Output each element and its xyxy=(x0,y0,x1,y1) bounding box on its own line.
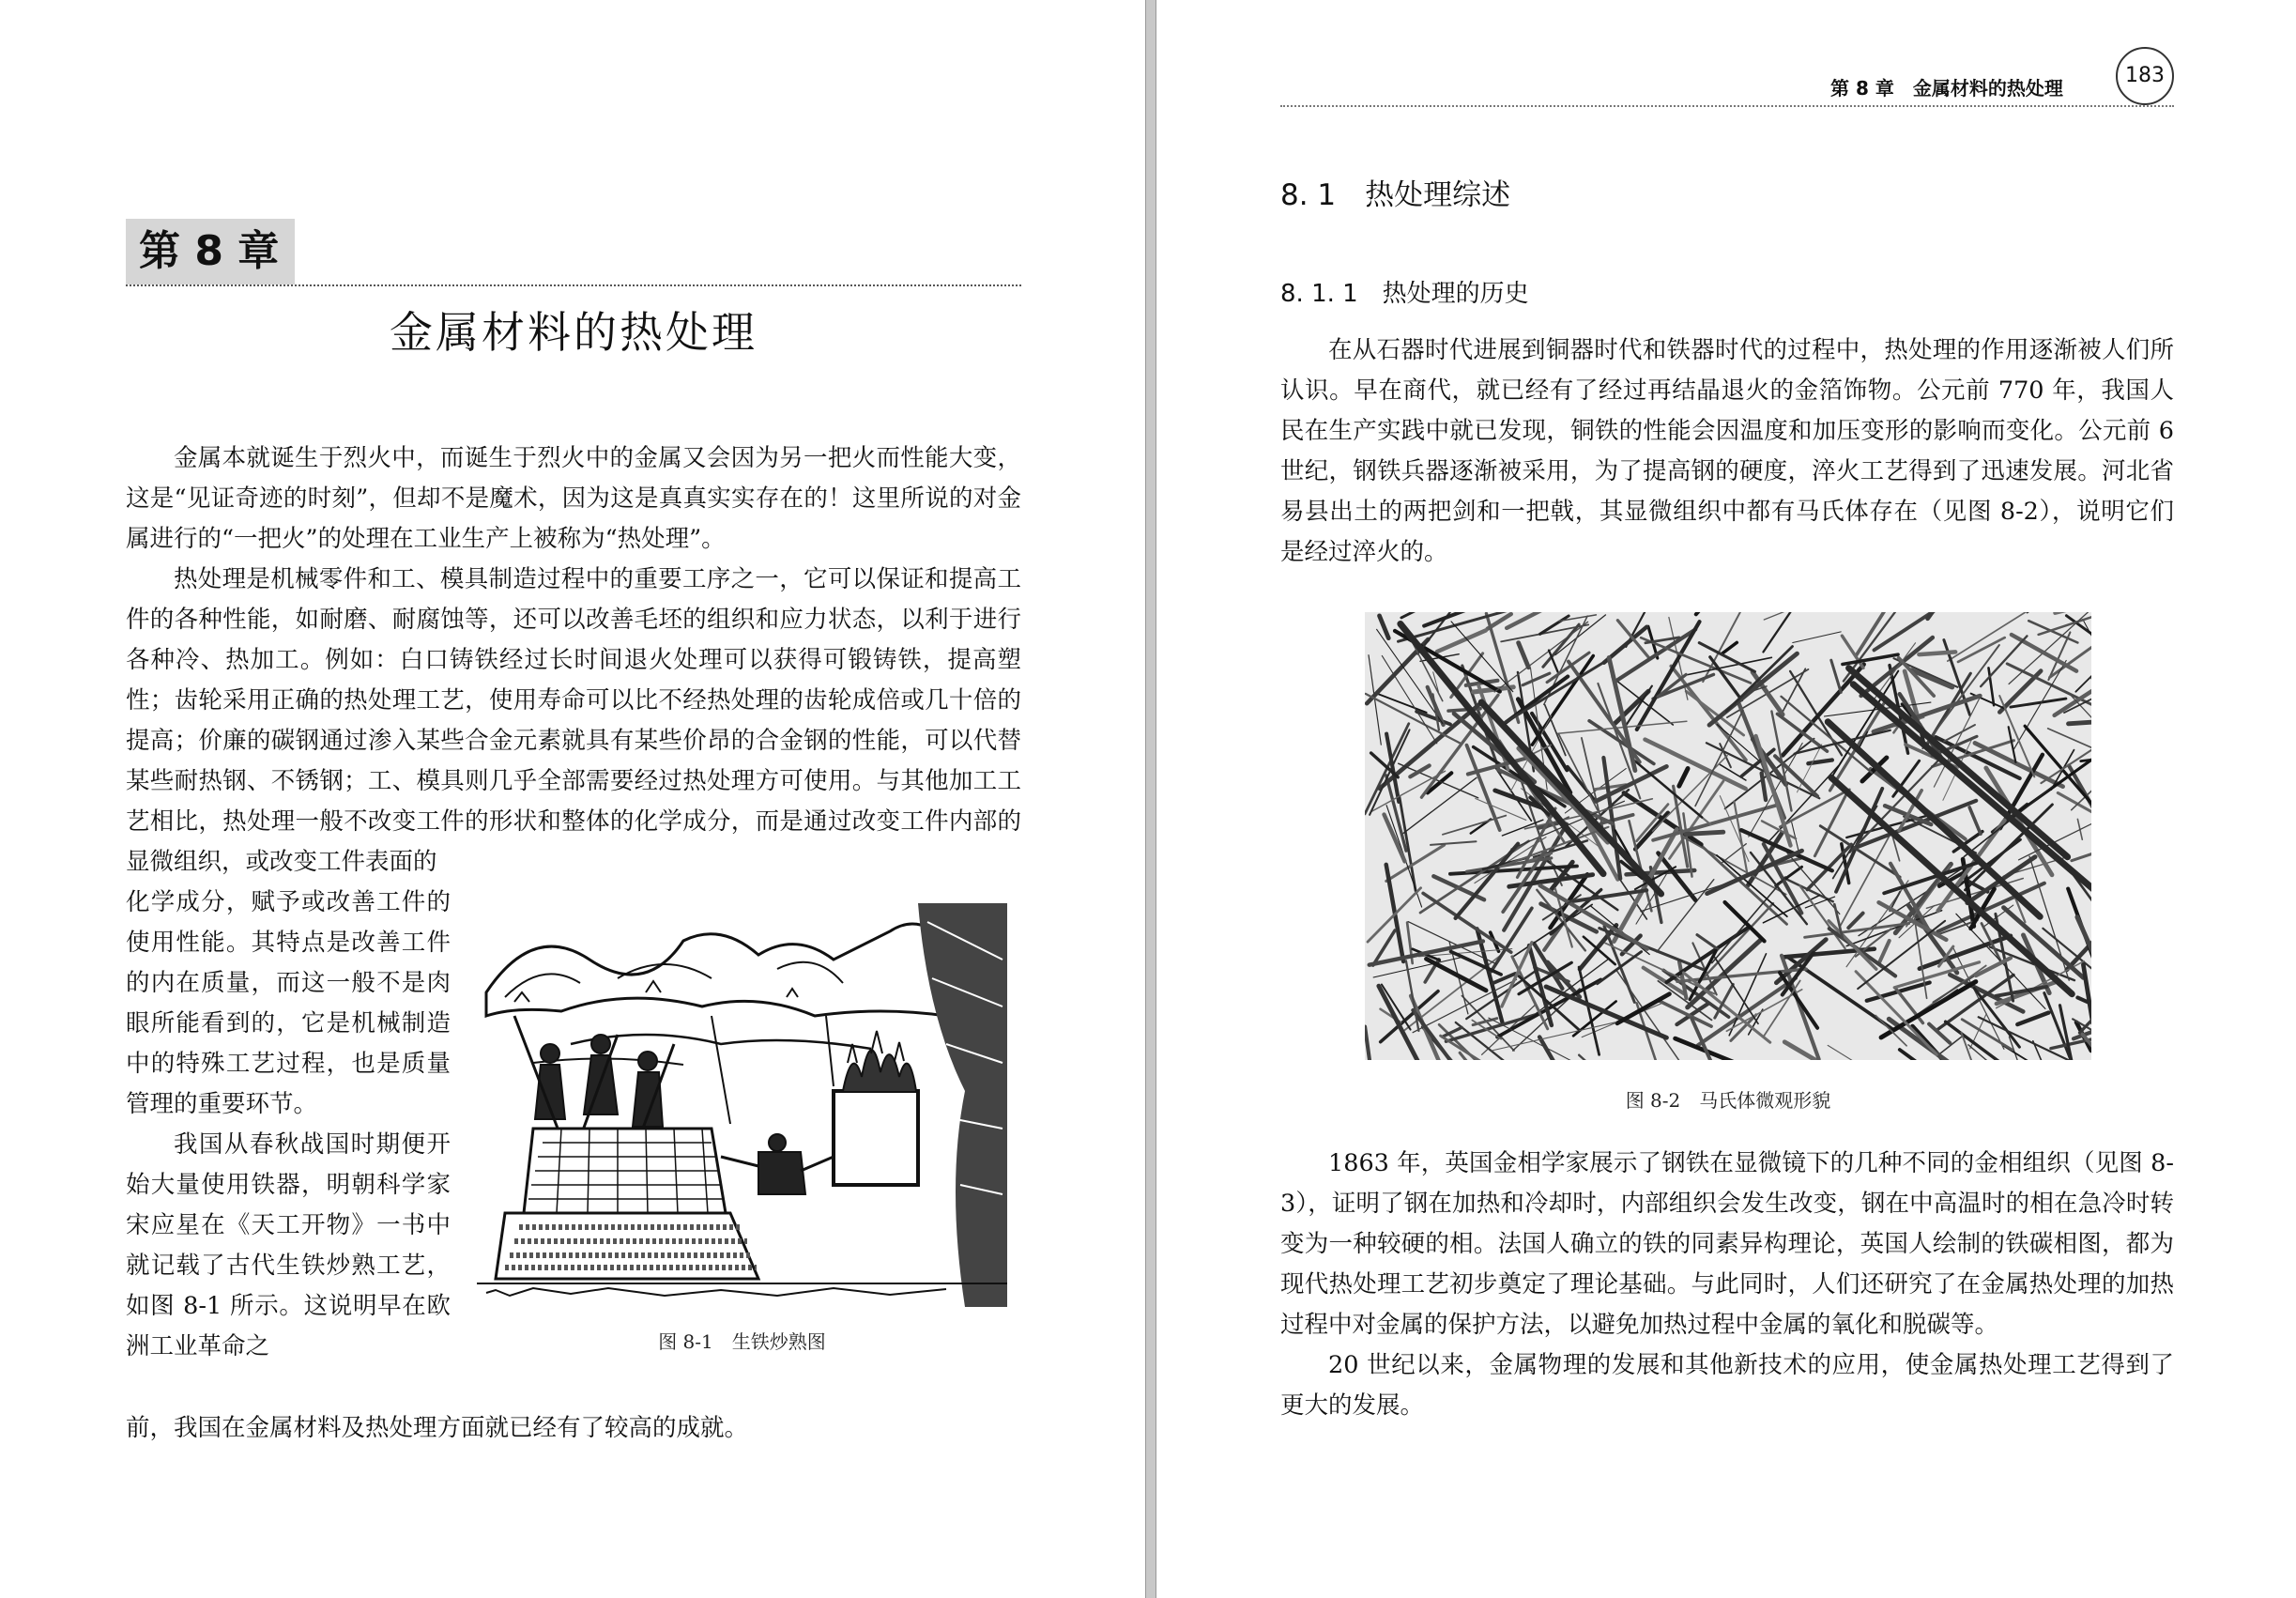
figure-caption: 图 8-1 生铁炒熟图 xyxy=(658,1330,826,1353)
paragraph: 20 世纪以来，金属物理的发展和其他新技术的应用，使金属热处理工艺得到了更大的发展。 xyxy=(1280,1351,2174,1420)
left-page xyxy=(0,0,1145,1598)
left-main-text xyxy=(126,438,1021,883)
subsection-heading: 8. 1. 1 热处理的历史 xyxy=(1280,280,1529,308)
page-gutter xyxy=(1145,0,1156,1598)
chapter-title: 金属材料的热处理 xyxy=(390,307,758,358)
page-number: 183 xyxy=(2116,47,2174,105)
paragraph: 化学成分，赋予或改善工件的使用性能。其特点是改善工件的内在质量，而这一般不是肉眼所能看到的，它是机械制造中的特殊工艺过程，也是质量管理的重要环节。 xyxy=(126,888,451,1118)
section-heading: 8. 1 热处理综述 xyxy=(1280,178,1511,212)
figure-caption: 图 8-2 马氏体微观形貌 xyxy=(1625,1089,1831,1112)
paragraph: 金属本就诞生于烈火中，而诞生于烈火中的金属又会因为另一把火而性能大变，这是“见证奇迹的时刻”，但却不是魔术，因为这是真真实实存在的！这里所说的对金属进行的“一把火”的处理在工业生产上被称为“热处理”。 xyxy=(126,444,1021,553)
paragraph: 我国从春秋战国时期便开始大量使用铁器，明朝科学家宋应星在《天工开物》一书中就记载了古代生铁炒熟工艺，如图 8-1 所示。这说明早在欧洲工业革命之 xyxy=(126,1130,451,1360)
paragraph: 1863 年，英国金相学家展示了钢铁在显微镜下的几种不同的金相组织（见图 8-3），证明了钢在加热和冷却时，内部组织会发生改变，钢在中高温时的相在急冷时转变为一种较硬的相。法国人确立的铁的同素异构理论，英国人绘制的铁碳相图，都为现代热处理工艺初步奠定了理论基础。与此同时，人们还研究了在金属热处理的加热过程中对金属的保护方法，以避免加热过程中金属的氧化和脱碳等。 xyxy=(1280,1149,2174,1339)
paragraph: 热处理是机械零件和工、模具制造过程中的重要工序之一，它可以保证和提高工件的各种性能，如耐磨、耐腐蚀等，还可以改善毛坯的组织和应力状态，以利于进行各种冷、热加工。例如：白口铸铁经过长时间退火处理可以获得可锻铸铁，提高塑性；齿轮采用正确的热处理工艺，使用寿命可以比不经热处理的齿轮成倍或几十倍的提高；价廉的碳钢通过渗入某些合金元素就具有某些价昂的合金钢的性能，可以代替某些耐热钢、不锈钢；工、模具则几乎全部需要经过热处理方可使用。与其他加工工艺相比，热处理一般不改变工件的形状和整体的化学成分，而是通过改变工件内部的显微组织，或改变工件表面的 xyxy=(126,565,1021,876)
header-divider xyxy=(1280,105,2174,107)
left-tail-text xyxy=(126,1408,1021,1449)
left-column-text xyxy=(126,883,451,1367)
chapter-label: 第 8 章 xyxy=(126,219,295,284)
right-main-text xyxy=(1280,330,2174,573)
figure-martensite-micrograph xyxy=(1365,612,2091,1060)
figure-woodcut-illustration xyxy=(477,903,1007,1307)
right-lower-text xyxy=(1280,1144,2174,1426)
paragraph: 在从石器时代进展到铜器时代和铁器时代的过程中，热处理的作用逐渐被人们所认识。早在商代，就已经有了经过再结晶退火的金箔饰物。公元前 770 年，我国人民在生产实践中就已发现，铜铁的性能会因温度和加压变形的影响而变化。公元前 6 世纪，钢铁兵器逐渐被采用，为了提高钢的硬度，淬火工艺得到了迅速发展。河北省易县出土的两把剑和一把戟，其显微组织中都有马氏体存在（见图 8-2），说明它们是经过淬火的。 xyxy=(1280,336,2174,566)
paragraph: 前，我国在金属材料及热处理方面就已经有了较高的成就。 xyxy=(126,1414,749,1442)
chapter-divider xyxy=(126,284,1021,286)
running-header: 第 8 章 金属材料的热处理 xyxy=(1830,77,2063,100)
